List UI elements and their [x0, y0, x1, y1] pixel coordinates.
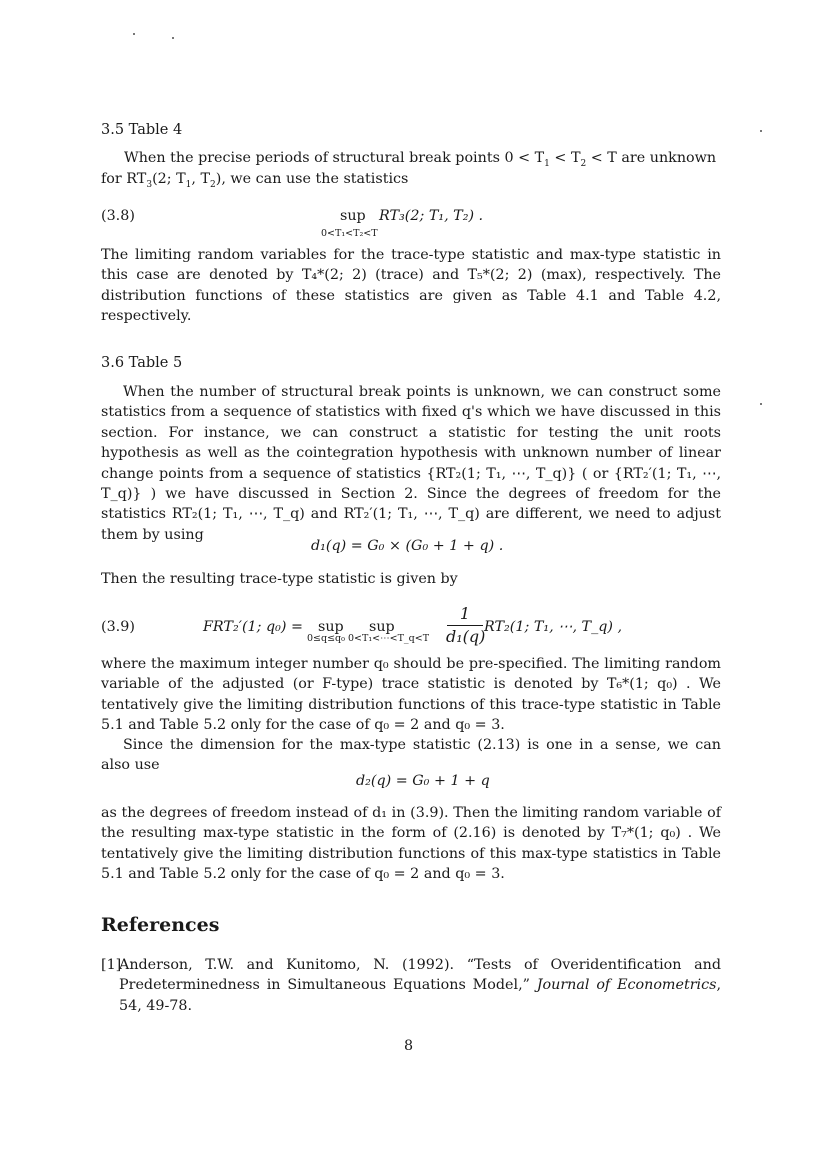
- paragraph-3-6-trace-limits: where the maximum integer number q₀ should be pre-specified. The limiting random variable of the adjusted (or F-type) trace statistic is denoted by T₆*(1; q₀) . We tentatively give the limiting distribution functions of this trace-type statistic in Table 5.1 and Table 5.2 only for the case of q₀ = 2 and q₀ = 3.: [101, 656, 721, 734]
- equation-3-9-denominator: d₁(q): [446, 627, 486, 646]
- equation-number-3-9: (3.9): [101, 619, 135, 635]
- equation-3-9-range-t: 0<T₁<⋯<T_q<T: [348, 633, 430, 644]
- equation-3-9-sup-q: sup: [318, 619, 344, 635]
- reference-journal: Journal of Econometrics: [536, 977, 717, 994]
- paragraph-3-6-max-limits: as the degrees of freedom instead of d₁ in (3.9). Then the limiting random variable of the resulting max-type statistic in the form of (2.16) is denoted by T₇*(1; q₀) . We tentatively give the limiting distribution functions of this max-type statistics in Table 5.1 and Table 5.2 only for the case of q₀ = 2 and q₀ = 3.: [101, 805, 721, 883]
- equation-3-9-range-q: 0≤q≤q₀: [307, 633, 345, 644]
- paragraph-3-5-line2: for $RT_3(2$; $T_1$, $T_2$), we can use the statistics: [101, 171, 409, 190]
- equation-3-9-fraction-bar: [447, 625, 483, 626]
- section-heading-3-6: 3.6 Table 5: [101, 355, 183, 371]
- section-heading-3-5: 3.5 Table 4: [101, 122, 183, 138]
- equation-number-3-8: (3.8): [101, 208, 135, 224]
- references-heading: References: [101, 914, 220, 936]
- scan-speck: [133, 33, 135, 35]
- paragraph-3-5-limits: The limiting random variables for the trace-type statistic and max-type statistic in this case are denoted by T₄*(2; 2) (trace) and T₅*(2; 2) (max), respectively. The distribution functions of these statistics are given as Table 4.1 and Table 4.2, respectively.: [101, 247, 721, 325]
- scan-speck: [760, 130, 762, 132]
- reference-item: [101, 955, 721, 1016]
- reference-number: [1]: [101, 957, 122, 973]
- equation-3-9-lhs: FRT₂′(1; q₀) =: [203, 619, 303, 635]
- equation-3-8-sup: sup: [340, 208, 366, 224]
- equation-3-9-numerator: 1: [459, 604, 471, 623]
- equation-3-9-rhs: RT₂(1; T₁, ⋯, T_q) ,: [484, 619, 623, 635]
- scan-speck: [172, 37, 174, 39]
- page-number: 8: [404, 1038, 414, 1054]
- paragraph-3-6-trace: Then the resulting trace-type statistic is given by: [101, 571, 458, 587]
- paragraph-3-6-max-dimension: Since the dimension for the max-type statistic (2.13) is one in a sense, we can also use: [101, 737, 721, 774]
- paragraph-3-5-line1: When the precise periods of structural break points $0 < T_1 < T_2 < T$ are unknown: [124, 150, 717, 169]
- equation-3-8-body: RT₃(2; T₁, T₂) .: [379, 208, 484, 224]
- equation-3-9-sup-t: sup: [369, 619, 395, 635]
- paragraph-3-6-intro: When the number of structural break points is unknown, we can construct some statistics from a sequence of statistics with fixed q's which we have discussed in this section. For instance, we can construct a statistic for testing the unit roots hypothesis as well as the cointegration hypothesis with unknown number of linear change points from a sequence of statistics {RT₂(1; T₁, ⋯, T_q)} ( or {RT₂′(1; T₁, ⋯, T_q)} ) we have discussed in Section 2. Since the degrees of freedom for the statistics RT₂(1; T₁, ⋯, T_q) and RT₂′(1; T₁, ⋯, T_q) are different, we need to adjust them by using: [101, 384, 721, 543]
- equation-3-8-range: 0<T₁<T₂<T: [321, 228, 378, 239]
- equation-d2: d₂(q) = G₀ + 1 + q: [356, 773, 490, 789]
- reference-text: Anderson, T.W. and Kunitomo, N. (1992). “Tests of Overidentification and Predeterminedness in Simultaneous Equations Model,” Journal of Econometrics, 54, 49-78.: [119, 957, 721, 1014]
- equation-d1: d₁(q) = G₀ × (G₀ + 1 + q) .: [311, 538, 504, 554]
- scan-speck: [760, 403, 762, 405]
